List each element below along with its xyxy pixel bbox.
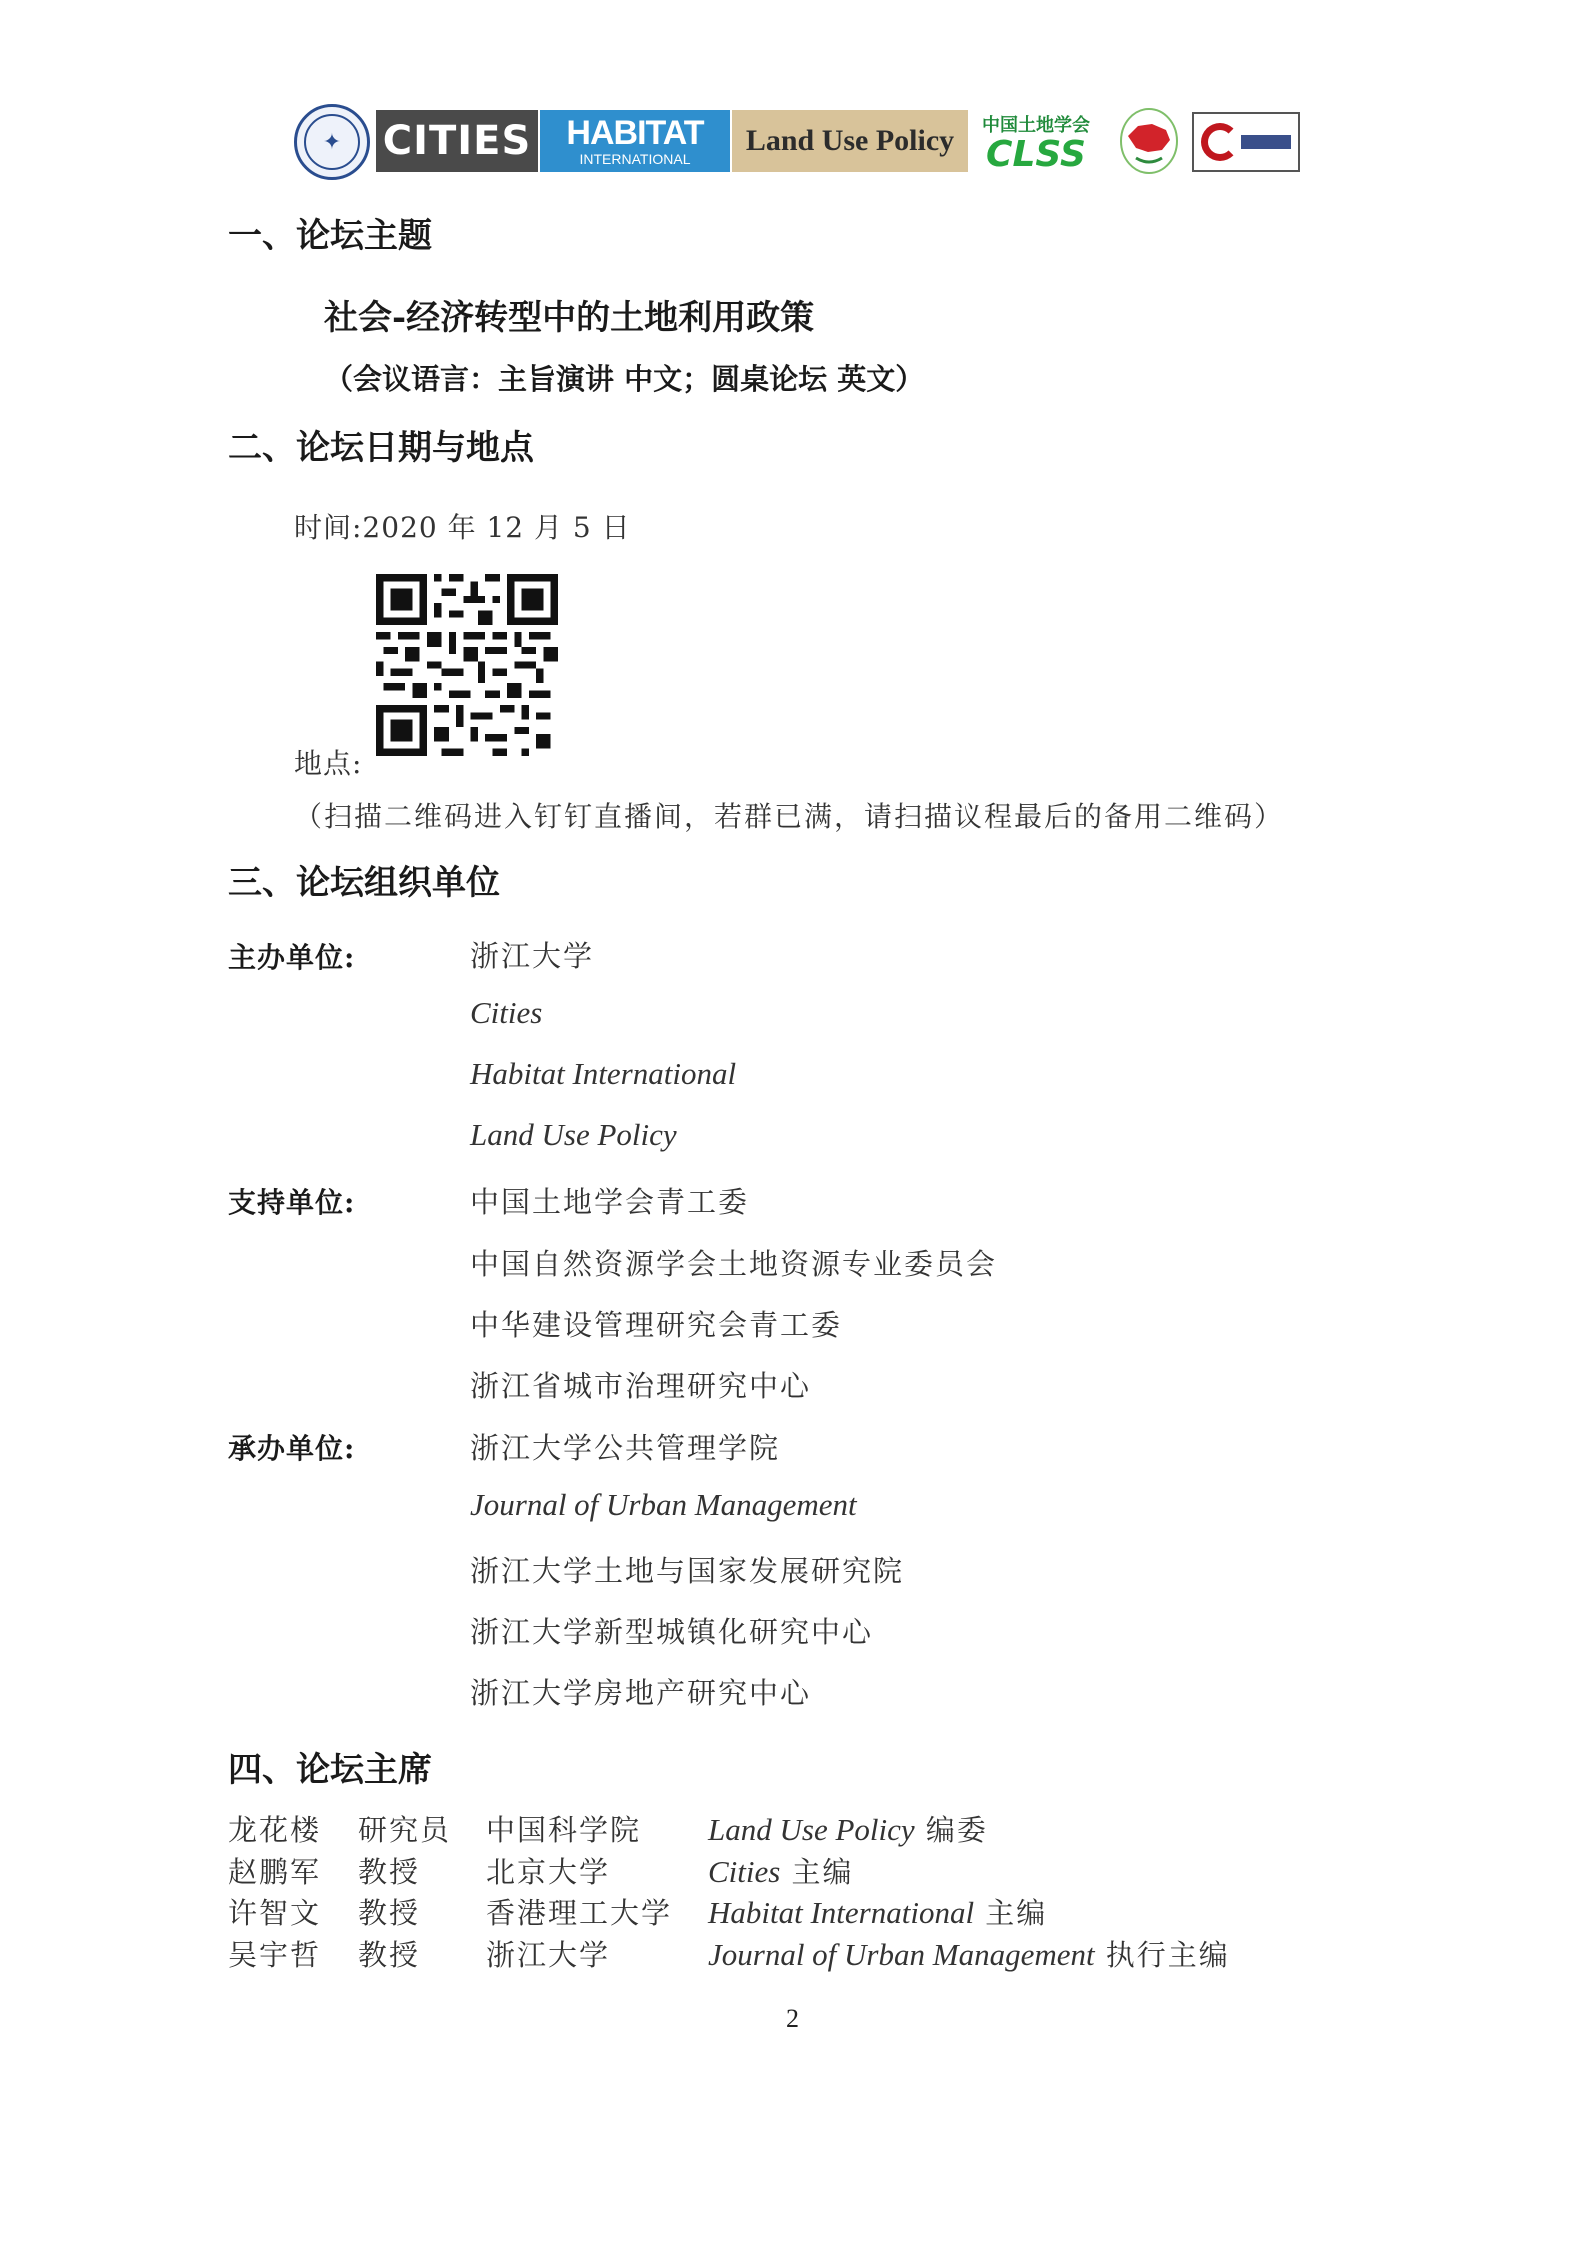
chair-role xyxy=(708,1933,1230,1974)
hosts-label: 主办单位: xyxy=(228,941,356,974)
habitat-logo-title: HABITAT xyxy=(566,114,704,152)
chair-role xyxy=(708,1891,1047,1932)
supporter-item: 中国自然资源学会土地资源专业委员会 xyxy=(470,1247,998,1281)
host-item: Land Use Policy xyxy=(470,1117,677,1152)
chair-journal: Journal of Urban Management xyxy=(708,1937,1095,1972)
forum-time: 时间:2020 年 12 月 5 日 xyxy=(294,511,631,544)
section2-heading: 二、论坛日期与地点 xyxy=(228,428,534,468)
forum-language: （会议语言：主旨演讲 中文；圆桌论坛 英文） xyxy=(324,362,925,396)
organizer-item: 浙江大学公共管理学院 xyxy=(470,1431,781,1465)
qr-code-icon xyxy=(376,574,558,756)
cities-journal-logo: CITIES xyxy=(376,110,538,172)
crea-c-icon xyxy=(1201,123,1239,161)
section1-heading: 一、论坛主题 xyxy=(228,216,432,256)
chair-name: 赵鹏军 xyxy=(228,1855,322,1889)
crea-bar-icon xyxy=(1241,135,1291,149)
chair-name: 龙花楼 xyxy=(228,1813,322,1847)
supporter-item: 浙江省城市治理研究中心 xyxy=(470,1369,812,1403)
clss-logo-letters: CLSS xyxy=(986,134,1086,175)
chair-org: 中国科学院 xyxy=(486,1813,642,1847)
section4-heading: 四、论坛主席 xyxy=(228,1750,432,1790)
organizer-item: 浙江大学新型城镇化研究中心 xyxy=(470,1615,874,1649)
chair-role-text: 执行主编 xyxy=(1094,1938,1230,1972)
section3-heading: 三、论坛组织单位 xyxy=(228,863,500,903)
crea-logo xyxy=(1192,112,1300,172)
chair-journal: Cities xyxy=(708,1854,781,1889)
clss-logo xyxy=(980,104,1092,180)
chair-role-text: 编委 xyxy=(914,1813,988,1847)
chair-org: 香港理工大学 xyxy=(486,1896,673,1930)
forum-place-label: 地点: xyxy=(294,747,363,780)
chair-role xyxy=(708,1808,988,1849)
supporters-label: 支持单位: xyxy=(228,1186,356,1219)
habitat-international-logo xyxy=(540,110,730,172)
zju-logo xyxy=(294,104,370,180)
organizers-label: 承办单位: xyxy=(228,1432,356,1465)
habitat-logo-subtitle: INTERNATIONAL xyxy=(579,151,691,167)
zju-emblem-icon: ✦ xyxy=(304,114,360,170)
chair-role-text: 主编 xyxy=(780,1855,854,1889)
chair-org: 浙江大学 xyxy=(486,1938,611,1972)
host-item: Cities xyxy=(470,995,543,1030)
page-number: 2 xyxy=(786,2004,799,2033)
chair-org: 北京大学 xyxy=(486,1855,611,1889)
qr-note: （扫描二维码进入钉钉直播间，若群已满，请扫描议程最后的备用二维码） xyxy=(294,800,1285,833)
chair-role-text: 主编 xyxy=(974,1896,1048,1930)
chair-title: 教授 xyxy=(358,1896,421,1930)
chair-name: 吴宇哲 xyxy=(228,1938,322,1972)
clss-logo-chinese: 中国土地学会 xyxy=(982,115,1090,136)
chair-title: 研究员 xyxy=(358,1813,452,1847)
host-item: 浙江大学 xyxy=(470,939,595,973)
chair-title: 教授 xyxy=(358,1938,421,1972)
organizer-item: 浙江大学房地产研究中心 xyxy=(470,1676,812,1710)
chair-role xyxy=(708,1850,854,1891)
forum-theme: 社会-经济转型中的土地利用政策 xyxy=(324,298,815,338)
chair-title: 教授 xyxy=(358,1855,421,1889)
host-item: Habitat International xyxy=(470,1056,737,1091)
china-map-logo-icon xyxy=(1118,106,1180,176)
chair-journal: Habitat International xyxy=(708,1895,975,1930)
chair-name: 许智文 xyxy=(228,1896,322,1930)
land-use-policy-logo: Land Use Policy xyxy=(732,110,968,172)
organizer-item: Journal of Urban Management xyxy=(470,1487,857,1522)
chair-journal: Land Use Policy xyxy=(708,1812,915,1847)
supporter-item: 中华建设管理研究会青工委 xyxy=(470,1308,843,1342)
supporter-item: 中国土地学会青工委 xyxy=(470,1185,750,1219)
organizer-item: 浙江大学土地与国家发展研究院 xyxy=(470,1554,905,1588)
